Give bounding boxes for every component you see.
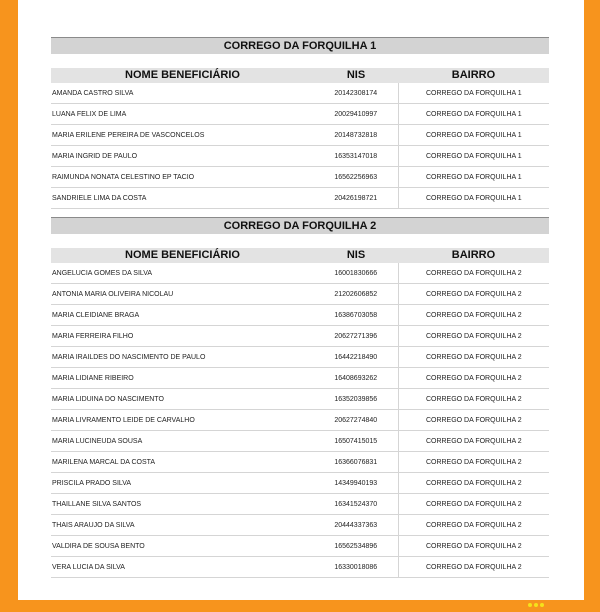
cell-name: MARIA IRAILDES DO NASCIMENTO DE PAULO [52,353,206,361]
cell-name: MARIA LIDIANE RIBEIRO [52,374,134,382]
cell-bairro: CORREGO DA FORQUILHA 2 [398,284,549,304]
section-spacer [51,54,549,68]
cell-bairro: CORREGO DA FORQUILHA 2 [398,536,549,556]
table-row [51,83,549,104]
cell-bairro: CORREGO DA FORQUILHA 2 [398,557,549,577]
cell-bairro: CORREGO DA FORQUILHA 2 [398,263,549,283]
cell-nis: 20142308174 [334,89,378,97]
header-name: NOME BENEFICIÁRIO [125,69,240,81]
cell-bairro: CORREGO DA FORQUILHA 1 [398,167,549,187]
table-row [51,452,549,473]
cell-bairro: CORREGO DA FORQUILHA 1 [398,104,549,124]
cell-nis: 16353147018 [334,152,378,160]
cell-nis: 16341524370 [334,500,378,508]
table-header [51,248,549,263]
cell-nis: 16562534896 [334,542,378,550]
cell-bairro: CORREGO DA FORQUILHA 2 [398,473,549,493]
cell-nis: 20444337363 [334,521,378,529]
cell-name: VERA LUCIA DA SILVA [52,563,125,571]
cell-bairro: CORREGO DA FORQUILHA 1 [398,83,549,103]
cell-bairro: CORREGO DA FORQUILHA 2 [398,326,549,346]
header-name: NOME BENEFICIÁRIO [125,249,240,261]
cell-name: AMANDA CASTRO SILVA [52,89,134,97]
cell-nis: 20627274840 [334,416,378,424]
cell-nis: 16442218490 [334,353,378,361]
section-title: CORREGO DA FORQUILHA 2 [51,217,549,234]
cell-bairro: CORREGO DA FORQUILHA 2 [398,494,549,514]
table-row [51,410,549,431]
cell-bairro: CORREGO DA FORQUILHA 2 [398,431,549,451]
table-row [51,389,549,410]
cell-name: VALDIRA DE SOUSA BENTO [52,542,145,550]
table-row [51,326,549,347]
cell-bairro: CORREGO DA FORQUILHA 2 [398,515,549,535]
cell-name: MARIA INGRID DE PAULO [52,152,138,160]
cell-nis: 20627271396 [334,332,378,340]
cell-nis: 16562256963 [334,173,378,181]
cell-nis: 20426198721 [334,194,378,202]
table-row [51,368,549,389]
table-row [51,347,549,368]
cell-nis: 16352039856 [334,395,378,403]
cell-name: MARIA LIDUINA DO NASCIMENTO [52,395,164,403]
cell-name: PRISCILA PRADO SILVA [52,479,132,487]
cell-name: MARILENA MARCAL DA COSTA [52,458,156,466]
cell-name: THAILLANE SILVA SANTOS [52,500,142,508]
cell-name: THAIS ARAUJO DA SILVA [52,521,135,529]
cell-name: LUANA FELIX DE LIMA [52,110,127,118]
cell-bairro: CORREGO DA FORQUILHA 2 [398,368,549,388]
cell-bairro: CORREGO DA FORQUILHA 2 [398,347,549,367]
cell-nis: 21202606852 [334,290,378,298]
cell-nis: 16001830666 [334,269,378,277]
cell-nis: 20029410997 [334,110,378,118]
table-row [51,284,549,305]
table-row [51,515,549,536]
section-gap [51,209,549,217]
document-page [18,0,584,600]
table-row [51,146,549,167]
section-spacer [51,234,549,248]
table-row [51,305,549,326]
cell-name: ANGELUCIA GOMES DA SILVA [52,269,153,277]
table-row [51,557,549,578]
table-row [51,188,549,209]
table-row [51,167,549,188]
table-row [51,104,549,125]
cell-nis: 16507415015 [334,437,378,445]
cell-name: MARIA LIVRAMENTO LEIDE DE CARVALHO [52,416,195,424]
cell-bairro: CORREGO DA FORQUILHA 2 [398,452,549,472]
cell-nis: 20148732818 [334,131,378,139]
cell-bairro: CORREGO DA FORQUILHA 1 [398,125,549,145]
cell-nis: 14349940193 [334,479,378,487]
header-bairro: BAIRRO [451,69,496,81]
decorative-dots [528,594,550,600]
cell-bairro: CORREGO DA FORQUILHA 1 [398,188,549,208]
table-row [51,431,549,452]
cell-name: ANTONIA MARIA OLIVEIRA NICOLAU [52,290,174,298]
table-row [51,263,549,284]
header-bairro: BAIRRO [451,249,496,261]
cell-nis: 16408693262 [334,374,378,382]
cell-bairro: CORREGO DA FORQUILHA 1 [398,146,549,166]
table-header [51,68,549,83]
header-nis: NIS [346,69,366,81]
beneficiary-list [51,37,549,578]
table-row [51,494,549,515]
cell-nis: 16330018086 [334,563,378,571]
cell-name: MARIA ERILENE PEREIRA DE VASCONCELOS [52,131,205,139]
cell-name: MARIA FERREIRA FILHO [52,332,134,340]
table-row [51,125,549,146]
table-row [51,473,549,494]
table-row [51,536,549,557]
cell-name: RAIMUNDA NONATA CELESTINO EP TACIO [52,173,195,181]
section-title: CORREGO DA FORQUILHA 1 [51,37,549,54]
header-nis: NIS [346,249,366,261]
cell-bairro: CORREGO DA FORQUILHA 2 [398,305,549,325]
cell-name: MARIA LUCINEUDA SOUSA [52,437,143,445]
cell-nis: 16386703058 [334,311,378,319]
cell-name: SANDRIELE LIMA DA COSTA [52,194,147,202]
cell-bairro: CORREGO DA FORQUILHA 2 [398,410,549,430]
cell-bairro: CORREGO DA FORQUILHA 2 [398,389,549,409]
cell-nis: 16366076831 [334,458,378,466]
cell-name: MARIA CLEIDIANE BRAGA [52,311,140,319]
